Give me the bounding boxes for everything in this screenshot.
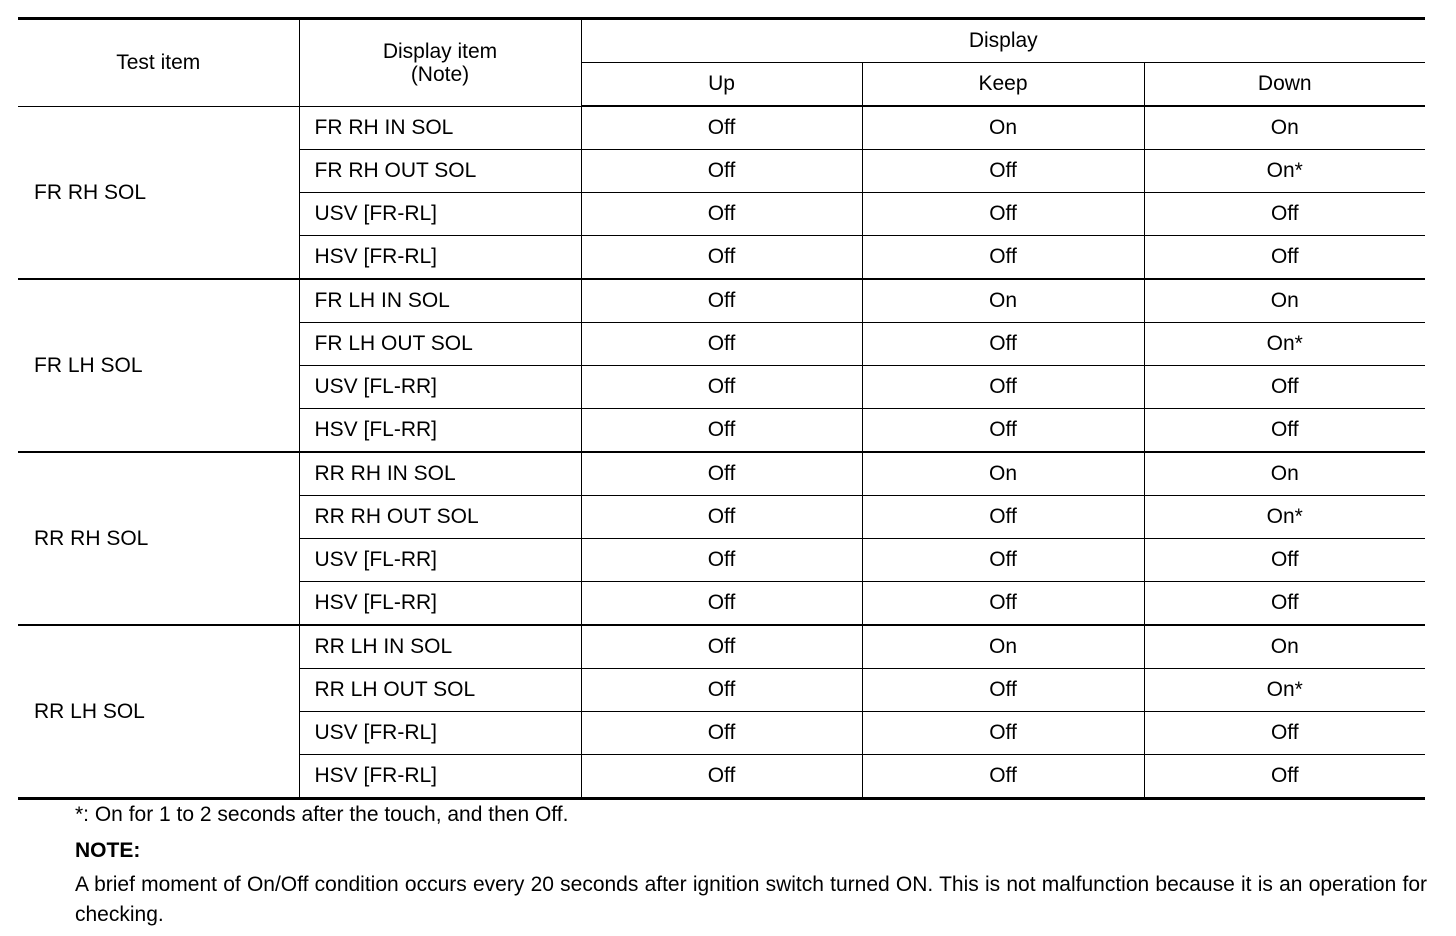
- header-up: Up: [581, 63, 862, 107]
- display-item-cell: HSV [FL-RR]: [299, 582, 581, 626]
- display-item-cell: RR RH IN SOL: [299, 452, 581, 496]
- keep-value-cell: Off: [862, 755, 1144, 799]
- keep-value-cell: Off: [862, 323, 1144, 366]
- solenoid-test-table: [18, 17, 1425, 800]
- header-display-item-line1: Display item: [382, 39, 498, 63]
- down-value-cell: On: [1144, 106, 1425, 150]
- down-value-cell: On: [1144, 625, 1425, 669]
- header-keep: Keep: [862, 63, 1144, 107]
- table-row: [18, 106, 1425, 150]
- down-value-cell: Off: [1144, 539, 1425, 582]
- display-item-cell: RR RH OUT SOL: [299, 496, 581, 539]
- keep-value-cell: Off: [862, 669, 1144, 712]
- down-value-cell: Off: [1144, 193, 1425, 236]
- keep-value-cell: On: [862, 452, 1144, 496]
- down-value-cell: Off: [1144, 236, 1425, 280]
- up-value-cell: Off: [581, 366, 862, 409]
- test-item-cell: RR LH SOL: [18, 625, 299, 799]
- table-header: [18, 19, 1425, 107]
- header-display-item: [299, 19, 581, 107]
- up-value-cell: Off: [581, 236, 862, 280]
- header-display-item-line2: (Note): [410, 62, 470, 86]
- up-value-cell: Off: [581, 669, 862, 712]
- up-value-cell: Off: [581, 755, 862, 799]
- down-value-cell: On: [1144, 452, 1425, 496]
- up-value-cell: Off: [581, 452, 862, 496]
- display-item-cell: USV [FR-RL]: [299, 193, 581, 236]
- display-item-cell: HSV [FL-RR]: [299, 409, 581, 453]
- keep-value-cell: On: [862, 106, 1144, 150]
- down-value-cell: Off: [1144, 409, 1425, 453]
- table-body: [18, 106, 1425, 799]
- keep-value-cell: Off: [862, 150, 1144, 193]
- display-item-cell: FR RH OUT SOL: [299, 150, 581, 193]
- down-value-cell: On*: [1144, 669, 1425, 712]
- display-item-cell: USV [FL-RR]: [299, 366, 581, 409]
- up-value-cell: Off: [581, 539, 862, 582]
- up-value-cell: Off: [581, 496, 862, 539]
- keep-value-cell: Off: [862, 539, 1144, 582]
- down-value-cell: On*: [1144, 496, 1425, 539]
- note-body: A brief moment of On/Off condition occurs every 20 seconds after ignition switch turned ON. This is not malfunction because it is an operation for checking.: [75, 873, 1427, 926]
- keep-value-cell: Off: [862, 193, 1144, 236]
- table-row: [18, 279, 1425, 323]
- up-value-cell: Off: [581, 106, 862, 150]
- up-value-cell: Off: [581, 625, 862, 669]
- header-test-item: Test item: [18, 19, 299, 107]
- note-heading: NOTE:: [75, 839, 141, 862]
- display-item-cell: USV [FL-RR]: [299, 539, 581, 582]
- display-item-cell: FR RH IN SOL: [299, 106, 581, 150]
- up-value-cell: Off: [581, 279, 862, 323]
- display-item-cell: HSV [FR-RL]: [299, 236, 581, 280]
- keep-value-cell: On: [862, 279, 1144, 323]
- header-display: Display: [581, 19, 1425, 63]
- display-item-cell: FR LH OUT SOL: [299, 323, 581, 366]
- down-value-cell: On*: [1144, 323, 1425, 366]
- display-item-cell: RR LH OUT SOL: [299, 669, 581, 712]
- notes-section: [75, 800, 1427, 930]
- keep-value-cell: Off: [862, 496, 1144, 539]
- keep-value-cell: Off: [862, 236, 1144, 280]
- test-item-cell: FR RH SOL: [18, 106, 299, 279]
- down-value-cell: On*: [1144, 150, 1425, 193]
- keep-value-cell: Off: [862, 409, 1144, 453]
- up-value-cell: Off: [581, 323, 862, 366]
- display-item-cell: FR LH IN SOL: [299, 279, 581, 323]
- up-value-cell: Off: [581, 409, 862, 453]
- display-item-cell: USV [FR-RL]: [299, 712, 581, 755]
- up-value-cell: Off: [581, 582, 862, 626]
- display-item-cell: HSV [FR-RL]: [299, 755, 581, 799]
- up-value-cell: Off: [581, 712, 862, 755]
- up-value-cell: Off: [581, 150, 862, 193]
- keep-value-cell: Off: [862, 582, 1144, 626]
- footnote: *: On for 1 to 2 seconds after the touch, and then Off.: [75, 803, 569, 826]
- down-value-cell: Off: [1144, 582, 1425, 626]
- down-value-cell: On: [1144, 279, 1425, 323]
- down-value-cell: Off: [1144, 755, 1425, 799]
- up-value-cell: Off: [581, 193, 862, 236]
- display-item-cell: RR LH IN SOL: [299, 625, 581, 669]
- header-down: Down: [1144, 63, 1425, 107]
- down-value-cell: Off: [1144, 712, 1425, 755]
- test-item-cell: RR RH SOL: [18, 452, 299, 625]
- keep-value-cell: Off: [862, 712, 1144, 755]
- keep-value-cell: On: [862, 625, 1144, 669]
- table-row: [18, 625, 1425, 669]
- keep-value-cell: Off: [862, 366, 1144, 409]
- test-item-cell: FR LH SOL: [18, 279, 299, 452]
- down-value-cell: Off: [1144, 366, 1425, 409]
- table-row: [18, 452, 1425, 496]
